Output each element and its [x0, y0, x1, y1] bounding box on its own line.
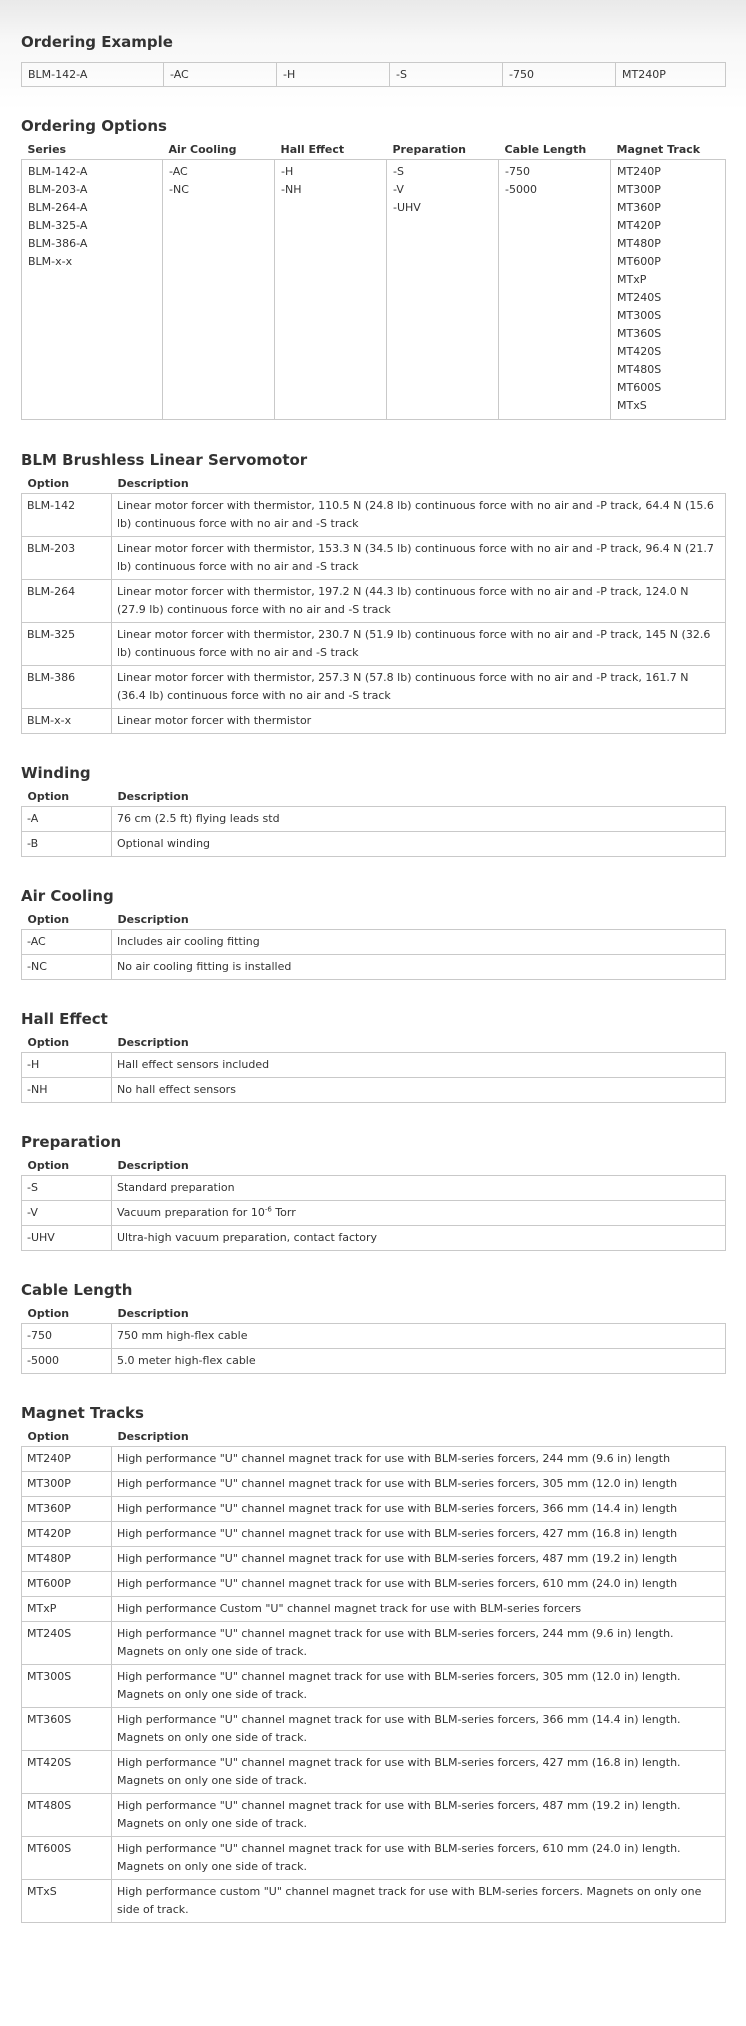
- option-value: MT300P: [617, 183, 661, 196]
- table-row: [22, 1708, 726, 1751]
- hall-effect-section-title: Hall Effect: [21, 1010, 108, 1028]
- description-cell: Linear motor forcer with thermistor, 110.5 N (24.8 lb) continuous force with no air and -P track, 64.4 N (15.6 lb) continuous force with no air and -S track: [112, 494, 726, 537]
- table-row: [22, 1324, 726, 1349]
- table-row: [22, 537, 726, 580]
- preparation-table: [21, 1157, 726, 1251]
- header-hall-effect: Hall Effect: [280, 143, 345, 156]
- example-series: BLM-142-A: [22, 63, 164, 87]
- table-row: [22, 1572, 726, 1597]
- option-value: -V: [393, 183, 404, 196]
- option-value: BLM-386-A: [28, 237, 88, 250]
- table-row: [22, 1522, 726, 1547]
- example-preparation: -S: [390, 63, 503, 87]
- option-value: MT360P: [617, 201, 661, 214]
- description-header: Description: [117, 477, 189, 490]
- option-cell: -5000: [22, 1349, 112, 1374]
- series-options: [22, 160, 163, 420]
- table-row: [22, 832, 726, 857]
- option-value: -UHV: [393, 201, 421, 214]
- header-magnet-track: Magnet Track: [616, 143, 701, 156]
- description-header: Description: [117, 1159, 189, 1172]
- example-air-cooling: -AC: [164, 63, 277, 87]
- description-cell: Standard preparation: [112, 1176, 726, 1201]
- blm-section-title: BLM Brushless Linear Servomotor: [21, 451, 308, 469]
- option-value: MT480P: [617, 237, 661, 250]
- cable-length-section-title: Cable Length: [21, 1281, 133, 1299]
- ordering-example-row: [22, 63, 726, 87]
- header-air-cooling: Air Cooling: [168, 143, 237, 156]
- air-cooling-options: [163, 160, 275, 420]
- blm-table: [21, 475, 726, 734]
- table-row: [22, 1665, 726, 1708]
- description-cell: [112, 1201, 726, 1226]
- description-cell: High performance "U" channel magnet track for use with BLM-series forcers, 487 mm (19.2 in) length: [112, 1547, 726, 1572]
- option-cell: MT600P: [22, 1572, 112, 1597]
- option-header: Option: [27, 1036, 70, 1049]
- option-cell: -B: [22, 832, 112, 857]
- description-cell: Linear motor forcer with thermistor, 230.7 N (51.9 lb) continuous force with no air and -P track, 145 N (32.6 lb) continuous force with no air and -S track: [112, 623, 726, 666]
- option-value: -NC: [169, 183, 189, 196]
- description-cell: High performance "U" channel magnet track for use with BLM-series forcers, 427 mm (16.8 in) length: [112, 1522, 726, 1547]
- option-value: MTxP: [617, 273, 647, 286]
- air-cooling-section-title: Air Cooling: [21, 887, 114, 905]
- option-value: -S: [393, 165, 404, 178]
- table-row: [22, 1597, 726, 1622]
- option-value: -NH: [281, 183, 302, 196]
- description-cell: High performance "U" channel magnet track for use with BLM-series forcers, 427 mm (16.8 in) length. Magnets on only one side of track.: [112, 1751, 726, 1794]
- option-cell: MT420S: [22, 1751, 112, 1794]
- preparation-options: [387, 160, 499, 420]
- table-row: [22, 807, 726, 832]
- table-row: [22, 1226, 726, 1251]
- option-cell: BLM-142: [22, 494, 112, 537]
- magnet-tracks-header-row: [22, 1428, 726, 1447]
- option-value: -H: [281, 165, 294, 178]
- table-row: [22, 930, 726, 955]
- ordering-example-title: Ordering Example: [21, 33, 173, 51]
- description-cell: Linear motor forcer with thermistor, 197.2 N (44.3 lb) continuous force with no air and -P track, 124.0 N (27.9 lb) continuous force with no air and -S track: [112, 580, 726, 623]
- table-row: [22, 1053, 726, 1078]
- magnet-tracks-section-title: Magnet Tracks: [21, 1404, 144, 1422]
- description-cell: No air cooling fitting is installed: [112, 955, 726, 980]
- description-cell: Linear motor forcer with thermistor, 153.3 N (34.5 lb) continuous force with no air and -P track, 96.4 N (21.7 lb) continuous force with no air and -S track: [112, 537, 726, 580]
- magnet-tracks-table: [21, 1428, 726, 1923]
- description-cell: High performance "U" channel magnet track for use with BLM-series forcers, 244 mm (9.6 in) length. Magnets on only one side of track.: [112, 1622, 726, 1665]
- description-cell: High performance "U" channel magnet track for use with BLM-series forcers, 610 mm (24.0 in) length. Magnets on only one side of track.: [112, 1837, 726, 1880]
- description-cell: High performance "U" channel magnet track for use with BLM-series forcers, 366 mm (14.4 in) length. Magnets on only one side of track.: [112, 1708, 726, 1751]
- option-cell: BLM-203: [22, 537, 112, 580]
- description-cell: High performance "U" channel magnet track for use with BLM-series forcers, 366 mm (14.4 in) length: [112, 1497, 726, 1522]
- table-row: [22, 580, 726, 623]
- description-superscript: -6: [264, 1205, 272, 1214]
- table-row: [22, 1794, 726, 1837]
- table-row: [22, 1880, 726, 1923]
- description-cell: No hall effect sensors: [112, 1078, 726, 1103]
- cable-length-options: [499, 160, 611, 420]
- option-cell: -AC: [22, 930, 112, 955]
- option-cell: -NC: [22, 955, 112, 980]
- ordering-example-table: [21, 62, 726, 87]
- option-header: Option: [27, 790, 70, 803]
- description-cell: Ultra-high vacuum preparation, contact factory: [112, 1226, 726, 1251]
- option-cell: MT360P: [22, 1497, 112, 1522]
- table-row: [22, 1837, 726, 1880]
- description-cell: High performance "U" channel magnet track for use with BLM-series forcers, 487 mm (19.2 in) length. Magnets on only one side of track.: [112, 1794, 726, 1837]
- table-row: [22, 1447, 726, 1472]
- option-value: MT600S: [617, 381, 662, 394]
- description-header: Description: [117, 1430, 189, 1443]
- table-row: [22, 1497, 726, 1522]
- option-header: Option: [27, 913, 70, 926]
- description-cell: High performance "U" channel magnet track for use with BLM-series forcers, 305 mm (12.0 in) length. Magnets on only one side of track.: [112, 1665, 726, 1708]
- option-cell: -UHV: [22, 1226, 112, 1251]
- description-cell: Linear motor forcer with thermistor, 257.3 N (57.8 lb) continuous force with no air and -P track, 161.7 N (36.4 lb) continuous force with no air and -S track: [112, 666, 726, 709]
- option-value: MT600P: [617, 255, 661, 268]
- option-value: BLM-142-A: [28, 165, 88, 178]
- example-magnet-track: MT240P: [616, 63, 726, 87]
- hall-effect-options: [275, 160, 387, 420]
- cable-length-table: [21, 1305, 726, 1374]
- ordering-options-header-row: [22, 141, 726, 160]
- table-row: [22, 1176, 726, 1201]
- description-cell: High performance "U" channel magnet track for use with BLM-series forcers, 610 mm (24.0 in) length: [112, 1572, 726, 1597]
- description-cell: High performance "U" channel magnet track for use with BLM-series forcers, 244 mm (9.6 in) length: [112, 1447, 726, 1472]
- description-cell: 76 cm (2.5 ft) flying leads std: [112, 807, 726, 832]
- hall-effect-header-row: [22, 1034, 726, 1053]
- description-cell: Hall effect sensors included: [112, 1053, 726, 1078]
- option-cell: BLM-264: [22, 580, 112, 623]
- description-cell: High performance "U" channel magnet track for use with BLM-series forcers, 305 mm (12.0 in) length: [112, 1472, 726, 1497]
- option-value: MT420S: [617, 345, 662, 358]
- option-value: BLM-x-x: [28, 255, 73, 268]
- option-header: Option: [27, 1307, 70, 1320]
- option-cell: -H: [22, 1053, 112, 1078]
- option-cell: MT240P: [22, 1447, 112, 1472]
- description-header: Description: [117, 1307, 189, 1320]
- option-value: MT420P: [617, 219, 661, 232]
- description-prefix: Vacuum preparation for 10: [117, 1206, 265, 1219]
- table-row: [22, 1751, 726, 1794]
- option-cell: BLM-325: [22, 623, 112, 666]
- option-value: BLM-325-A: [28, 219, 88, 232]
- option-cell: MT240S: [22, 1622, 112, 1665]
- option-value: MT300S: [617, 309, 662, 322]
- option-cell: -V: [22, 1201, 112, 1226]
- option-cell: -S: [22, 1176, 112, 1201]
- option-cell: -NH: [22, 1078, 112, 1103]
- winding-header-row: [22, 788, 726, 807]
- description-cell: 5.0 meter high-flex cable: [112, 1349, 726, 1374]
- option-header: Option: [27, 1159, 70, 1172]
- hall-effect-table: [21, 1034, 726, 1103]
- description-header: Description: [117, 790, 189, 803]
- table-row: [22, 1349, 726, 1374]
- preparation-section-title: Preparation: [21, 1133, 122, 1151]
- option-cell: MT420P: [22, 1522, 112, 1547]
- option-cell: MT360S: [22, 1708, 112, 1751]
- description-cell: High performance Custom "U" channel magnet track for use with BLM-series forcers: [112, 1597, 726, 1622]
- description-cell: Includes air cooling fitting: [112, 930, 726, 955]
- option-cell: -750: [22, 1324, 112, 1349]
- air-cooling-header-row: [22, 911, 726, 930]
- option-value: MT480S: [617, 363, 662, 376]
- cable-length-header-row: [22, 1305, 726, 1324]
- option-cell: MT480P: [22, 1547, 112, 1572]
- option-value: MTxS: [617, 399, 647, 412]
- option-cell: BLM-386: [22, 666, 112, 709]
- option-header: Option: [27, 1430, 70, 1443]
- table-row: [22, 666, 726, 709]
- ordering-options-title: Ordering Options: [21, 117, 167, 135]
- option-value: BLM-203-A: [28, 183, 88, 196]
- description-cell: Linear motor forcer with thermistor: [112, 709, 726, 734]
- air-cooling-table: [21, 911, 726, 980]
- option-cell: MT300P: [22, 1472, 112, 1497]
- option-value: -750: [505, 165, 530, 178]
- description-suffix: Torr: [271, 1206, 296, 1219]
- option-cell: -A: [22, 807, 112, 832]
- table-row: [22, 955, 726, 980]
- winding-section-title: Winding: [21, 764, 91, 782]
- header-cable-length: Cable Length: [504, 143, 587, 156]
- option-value: MT240S: [617, 291, 662, 304]
- description-header: Description: [117, 913, 189, 926]
- table-row: [22, 1201, 726, 1226]
- option-cell: MT480S: [22, 1794, 112, 1837]
- option-cell: MTxS: [22, 1880, 112, 1923]
- example-cable-length: -750: [503, 63, 616, 87]
- table-row: [22, 1078, 726, 1103]
- magnet-track-options: [611, 160, 726, 420]
- option-value: -5000: [505, 183, 537, 196]
- option-cell: MTxP: [22, 1597, 112, 1622]
- ordering-options-table: [21, 141, 726, 420]
- description-cell: High performance custom "U" channel magnet track for use with BLM-series forcers. Magnets on only one side of track.: [112, 1880, 726, 1923]
- example-hall-effect: -H: [277, 63, 390, 87]
- winding-table: [21, 788, 726, 857]
- table-row: [22, 709, 726, 734]
- option-cell: MT300S: [22, 1665, 112, 1708]
- table-row: [22, 623, 726, 666]
- option-value: MT240P: [617, 165, 661, 178]
- header-preparation: Preparation: [392, 143, 467, 156]
- option-cell: BLM-x-x: [22, 709, 112, 734]
- table-row: [22, 1622, 726, 1665]
- table-row: [22, 494, 726, 537]
- description-header: Description: [117, 1036, 189, 1049]
- header-series: Series: [27, 143, 67, 156]
- preparation-header-row: [22, 1157, 726, 1176]
- description-cell: 750 mm high-flex cable: [112, 1324, 726, 1349]
- option-cell: MT600S: [22, 1837, 112, 1880]
- ordering-options-values-row: [22, 160, 726, 420]
- blm-header-row: [22, 475, 726, 494]
- description-cell: Optional winding: [112, 832, 726, 857]
- option-value: MT360S: [617, 327, 662, 340]
- option-value: -AC: [169, 165, 188, 178]
- option-value: BLM-264-A: [28, 201, 88, 214]
- table-row: [22, 1472, 726, 1497]
- table-row: [22, 1547, 726, 1572]
- option-header: Option: [27, 477, 70, 490]
